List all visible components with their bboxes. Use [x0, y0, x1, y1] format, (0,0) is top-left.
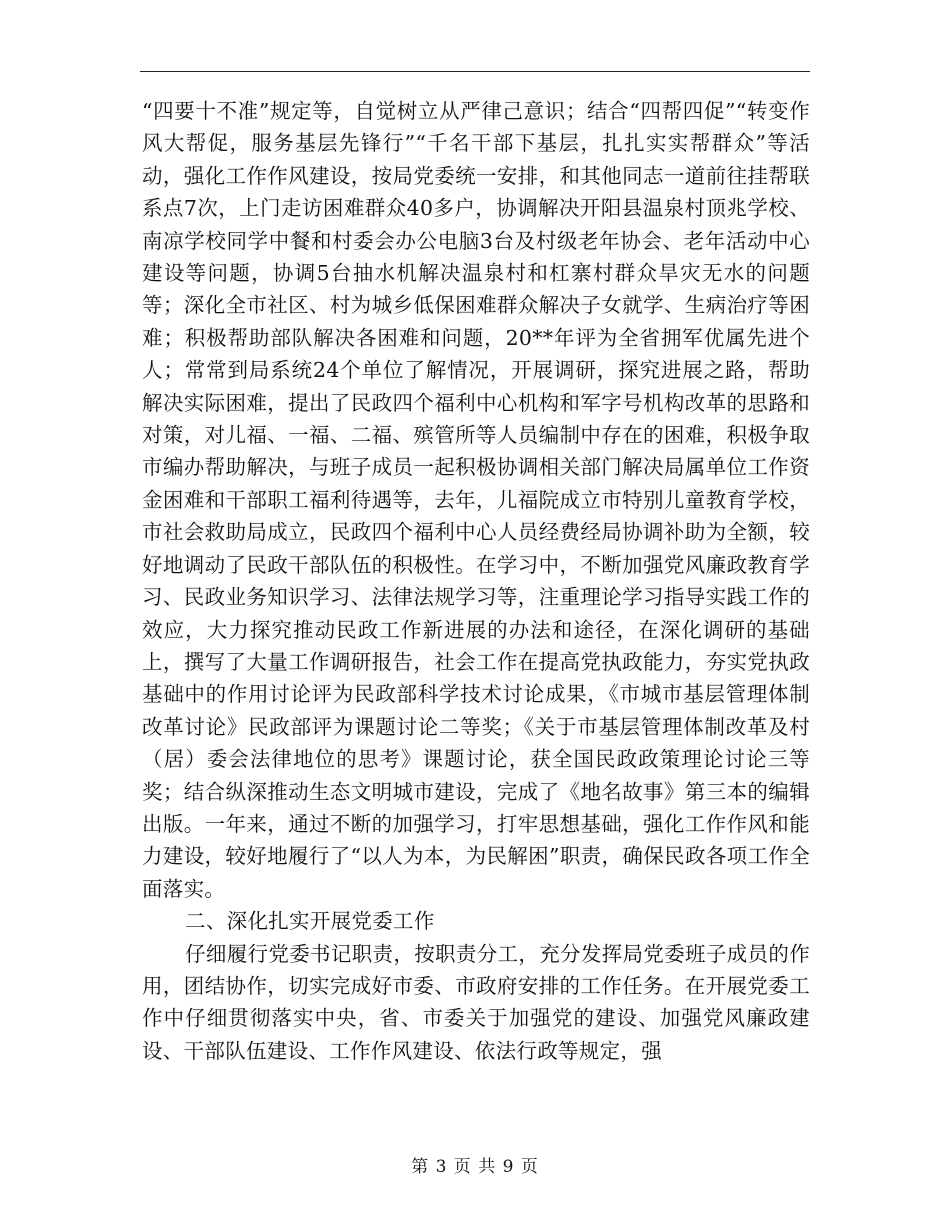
section-heading: 二、深化扎实开展党委工作: [185, 909, 435, 934]
document-body: [142, 95, 810, 1067]
paragraph-new: 仔细履行党委书记职责，按职责分工，充分发挥局党委班子成员的作用，团结协作，切实完成好市委、市政府安排的工作任务。在开展党委工作中仔细贯彻落实中央，省、市委关于加强党的建设、加强党风廉政建设、干部队伍建设、工作作风建设、依法行政等规定，强: [142, 941, 810, 1063]
header-rule: [140, 71, 810, 72]
page-number: 第 3 页 共 9 页: [411, 1157, 539, 1177]
paragraph-continued: “四要十不准”规定等，自觉树立从严律己意识；结合“四帮四促”“转变作风大帮促，服务基层先锋行”“千名干部下基层，扎扎实实帮群众”等活动，强化工作作风建设，按局党委统一安排，和其他同志一道前往挂帮联系点7次，上门走访困难群众40多户，协调解决开阳县温泉村顶兆学校、南凉学校同学中餐和村委会办公电脑3台及村级老年协会、老年活动中心建设等问题，协调5台抽水机解决温泉村和杠寨村群众旱灾无水的问题等；深化全市社区、村为城乡低保困难群众解决子女就学、生病治疗等困难；积极帮助部队解决各困难和问题，20**年评为全省拥军优属先进个人；常常到局系统24个单位了解情况，开展调研，探究进展之路，帮助解决实际困难，提出了民政四个福利中心机构和军字号机构改革的思路和对策，对儿福、一福、二福、殡管所等人员编制中存在的困难，积极争取市编办帮助解决，与班子成员一起积极协调相关部门解决局属单位工作资金困难和干部职工福利待遇等，去年，儿福院成立市特别儿童教育学校，市社会救助局成立，民政四个福利中心人员经费经局协调补助为全额，较好地调动了民政干部队伍的积极性。在学习中，不断加强党风廉政教育学习、民政业务知识学习、法律法规学习等，注重理论学习指导实践工作的效应，大力探究推动民政工作新进展的办法和途径，在深化调研的基础上，撰写了大量工作调研报告，社会工作在提高党执政能力，夯实党执政基础中的作用讨论评为民政部科学技术讨论成果，《市城市基层管理体制改革讨论》民政部评为课题讨论二等奖；《关于市基层管理体制改革及村（居）委会法律地位的思考》课题讨论，获全国民政政策理论讨论三等奖；结合纵深推动生态文明城市建设，完成了《地名故事》第三本的编辑出版。一年来，通过不断的加强学习，打牢思想基础，强化工作作风和能力建设，较好地履行了“以人为本，为民解困”职责，确保民政各项工作全面落实。: [142, 99, 810, 901]
